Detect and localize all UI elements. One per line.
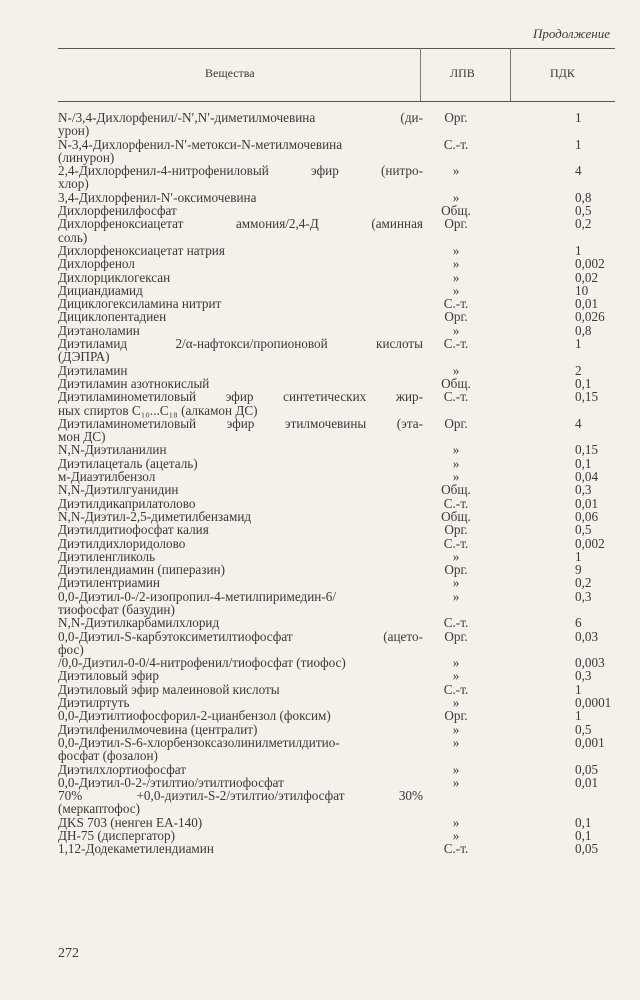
table-row [58, 443, 628, 456]
substance-name-line: Диэтилхлортиофосфат [58, 761, 187, 777]
pdk-cell: 1 [575, 136, 582, 152]
lpv-cell: » [452, 548, 460, 564]
substance-name-line: (меркаптофос) [58, 801, 141, 817]
header-bottom-rule [58, 101, 615, 102]
substance-name [58, 537, 423, 550]
pdk-cell: 0,01 [575, 296, 599, 312]
pdk-cell: 0,05 [575, 761, 599, 777]
pdk-cell: 0,05 [575, 841, 599, 857]
pdk-cell: 0,002 [575, 256, 605, 272]
lpv-cell: » [452, 668, 460, 684]
substance-name-line: Диэтиламин азотнокислый [58, 375, 210, 391]
substance-name [58, 590, 423, 617]
substance-name-line: Диэтиловый эфир [58, 668, 159, 684]
lpv-cell: С.-т. [443, 296, 469, 312]
column-divider [510, 48, 511, 101]
table-row [58, 656, 628, 669]
pdk-cell: 0,1 [575, 814, 592, 830]
substance-name [58, 470, 423, 483]
substance-name-line: 0,0-Диэтил-0-/2-изопропил-4-метилпиримедин-6/ [58, 588, 336, 604]
table-row [58, 324, 628, 337]
pdk-cell: 0,002 [575, 535, 605, 551]
pdk-cell: 0,03 [575, 628, 599, 644]
pdk-cell: 1 [575, 548, 582, 564]
table-row [58, 111, 628, 138]
substance-name-line: Диэтиламинометиловый эфир этилмочевины (эта- [58, 415, 423, 431]
substance-name-line: Дихлорфеноксиацетат аммония/2,4-Д (аминная [58, 216, 423, 232]
pdk-cell: 0,04 [575, 469, 599, 485]
table-row [58, 244, 628, 257]
pdk-cell: 0,0001 [575, 695, 612, 711]
substance-name-line: Дихлорфенол [58, 256, 135, 272]
substance-name-line: соль) [58, 229, 88, 245]
substance-name [58, 284, 423, 297]
lpv-cell: » [452, 455, 460, 471]
substance-name [58, 723, 423, 736]
substance-name-line: мон ДС) [58, 429, 106, 445]
substance-name [58, 829, 423, 842]
pdk-cell: 0,5 [575, 522, 592, 538]
substance-name [58, 736, 423, 763]
lpv-cell: » [452, 814, 460, 830]
substance-name-line: Диэтилентриамин [58, 575, 160, 591]
substance-name-line: N,N-Диэтилкарбамилхлорид [58, 615, 220, 631]
lpv-cell: Орг. [444, 110, 468, 125]
substance-name [58, 497, 423, 510]
lpv-cell: Орг. [444, 628, 468, 644]
table-row [58, 616, 628, 629]
substance-name-line: Диэтилацеталь (ацеталь) [58, 455, 198, 471]
substance-name [58, 244, 423, 257]
pdk-cell: 0,15 [575, 442, 599, 458]
substance-name [58, 816, 423, 829]
pdk-cell: 0,001 [575, 734, 605, 750]
pdk-cell: 0,026 [575, 309, 605, 325]
table-row [58, 683, 628, 696]
substance-name-line: 70% +0,0-диэтил-S-2/этилтио/этилфосфат 30% [58, 788, 423, 804]
pdk-cell: 0,3 [575, 482, 592, 498]
lpv-cell: Орг. [444, 309, 468, 325]
substance-name [58, 271, 423, 284]
lpv-cell: » [452, 269, 460, 285]
table-row [58, 310, 628, 323]
substance-name [58, 656, 423, 669]
lpv-cell: Орг. [444, 522, 468, 538]
pdk-cell: 0,1 [575, 828, 592, 844]
table-row [58, 723, 628, 736]
table-row [58, 563, 628, 576]
table-row [58, 204, 628, 217]
pdk-cell: 10 [575, 282, 589, 298]
substance-name-line: ДKS 703 (ненген EA-140) [58, 814, 203, 830]
substance-name-line: Диэтиламин [58, 362, 128, 378]
substance-name-line: хлор) [58, 176, 89, 192]
substance-name [58, 842, 423, 855]
table-row [58, 257, 628, 270]
lpv-cell: Общ. [441, 375, 471, 391]
lpv-cell: » [452, 774, 460, 790]
table-row [58, 537, 628, 550]
substance-name [58, 510, 423, 523]
substance-name [58, 523, 423, 536]
pdk-cell: 1 [575, 708, 582, 724]
substance-name [58, 457, 423, 470]
table-row [58, 576, 628, 589]
table-row [58, 497, 628, 510]
substance-name-line: (ДЭПРА) [58, 349, 110, 365]
substance-name-line: тиофосфат (базудин) [58, 601, 175, 617]
substance-name-line: Диэтилдитиофосфат калия [58, 522, 209, 538]
lpv-cell: Орг. [444, 415, 468, 431]
pdk-cell: 0,3 [575, 668, 592, 684]
substance-name-line: Дициклогексиламина нитрит [58, 296, 222, 312]
substance-name-line: Диэтаноламин [58, 322, 140, 338]
table-row [58, 829, 628, 842]
lpv-cell: » [452, 163, 460, 179]
substance-name [58, 550, 423, 563]
substance-name-line: Дихлорциклогексан [58, 269, 171, 285]
substance-name [58, 616, 423, 629]
pdk-cell: 1 [575, 336, 582, 352]
substance-name [58, 138, 423, 165]
substance-name-line: N-/3,4-Дихлорфенил/-N′,N′-диметилмочевина (ди- [58, 110, 423, 125]
substance-name-line: Диэтилртуть [58, 695, 130, 711]
lpv-cell: Общ. [441, 508, 471, 524]
pdk-cell: 4 [575, 163, 582, 179]
substance-name-line: Диэтиламид 2/α-нафтокси/пропионовой кислоты [58, 336, 423, 352]
table-row [58, 390, 628, 417]
pdk-cell: 0,5 [575, 203, 592, 219]
lpv-cell: » [452, 761, 460, 777]
lpv-cell: » [452, 282, 460, 298]
lpv-cell: С.-т. [443, 495, 469, 511]
substance-name-line: /0,0-Диэтил-0-0/4-нитрофенил/тиофосфат (тиофос) [58, 655, 346, 671]
pdk-cell: 0,1 [575, 375, 592, 391]
table-row [58, 523, 628, 536]
pdk-cell: 0,1 [575, 455, 592, 471]
lpv-cell: » [452, 469, 460, 485]
substance-name-line: Диэтиловый эфир малеиновой кислоты [58, 681, 280, 697]
substance-name [58, 324, 423, 337]
lpv-cell: » [452, 695, 460, 711]
table-row [58, 297, 628, 310]
column-divider [420, 48, 421, 101]
header-substance: Вещества [205, 66, 255, 80]
substance-name-line: 0,0-Диэтилтиофосфорил-2-цианбензол (фоксим) [58, 708, 331, 724]
substance-name-line: Дициандиамид [58, 282, 143, 298]
table-row [58, 457, 628, 470]
table-row [58, 763, 628, 776]
pdk-cell: 0,8 [575, 189, 592, 205]
lpv-cell: » [452, 442, 460, 458]
lpv-cell: С.-т. [443, 336, 469, 352]
substance-name [58, 257, 423, 270]
pdk-cell: 0,2 [575, 216, 592, 232]
pdk-cell: 0,01 [575, 495, 599, 511]
substance-name [58, 364, 423, 377]
substance-name-line: фосфат (фозалон) [58, 748, 158, 764]
page-number: 272 [58, 946, 79, 961]
substance-name [58, 164, 423, 191]
table-row [58, 417, 628, 444]
pdk-cell: 0,8 [575, 322, 592, 338]
lpv-cell: Орг. [444, 562, 468, 578]
substance-name [58, 776, 423, 816]
table-row [58, 483, 628, 496]
substance-name-line: N-3,4-Дихлорфенил-N′-метокси-N-метилмочевина [58, 136, 343, 152]
pdk-cell: 0,01 [575, 774, 599, 790]
lpv-cell: С.-т. [443, 681, 469, 697]
substance-name [58, 563, 423, 576]
table-row [58, 470, 628, 483]
substance-name-line: N,N-Диэтил-2,5-диметилбензамид [58, 508, 252, 524]
substance-name [58, 297, 423, 310]
substance-name-line: 3,4-Дихлорфенил-N′-оксимочевина [58, 189, 257, 205]
substance-name [58, 763, 423, 776]
table-row [58, 164, 628, 191]
substance-name [58, 696, 423, 709]
pdk-cell: 1 [575, 110, 582, 125]
substance-name [58, 683, 423, 696]
substance-name-line: 1,12-Додекаметилендиамин [58, 841, 214, 857]
lpv-cell: С.-т. [443, 389, 469, 405]
lpv-cell: С.-т. [443, 841, 469, 857]
lpv-cell: Орг. [444, 708, 468, 724]
substance-name-line: урон) [58, 123, 90, 139]
lpv-cell: » [452, 189, 460, 205]
lpv-cell: С.-т. [443, 535, 469, 551]
substance-name-line: 0,0-Диэтил-0-2-/этилтио/этилтиофосфат [58, 774, 284, 790]
lpv-cell: » [452, 828, 460, 844]
lpv-cell: » [452, 256, 460, 272]
substance-name-line: Дихлорфенилфосфат [58, 203, 177, 219]
pdk-cell: 0,02 [575, 269, 599, 285]
lpv-cell: С.-т. [443, 136, 469, 152]
substance-name [58, 669, 423, 682]
table-row [58, 550, 628, 563]
pdk-cell: 0,06 [575, 508, 599, 524]
pdk-cell: 0,3 [575, 588, 592, 604]
table-row [58, 510, 628, 523]
substance-name [58, 191, 423, 204]
lpv-cell: Орг. [444, 216, 468, 232]
lpv-cell: » [452, 721, 460, 737]
substance-name-line: Дициклопентадиен [58, 309, 167, 325]
table-row [58, 709, 628, 722]
substance-name-line: Диэтилдикаприлатолово [58, 495, 196, 511]
table-row [58, 590, 628, 617]
continuation-label: Продолжение [532, 26, 610, 41]
table-row [58, 191, 628, 204]
substance-name [58, 443, 423, 456]
substance-name [58, 217, 423, 244]
substance-name [58, 111, 423, 138]
table-row [58, 736, 628, 763]
table-row [58, 669, 628, 682]
lpv-cell: » [452, 242, 460, 258]
lpv-cell: » [452, 575, 460, 591]
pdk-cell: 4 [575, 415, 582, 431]
table-row [58, 364, 628, 377]
substance-name [58, 377, 423, 390]
pdk-cell: 0,15 [575, 389, 599, 405]
substance-name-line: 0,0-Диэтил-S-6-хлорбензоксазолинилметилдитио- [58, 734, 340, 750]
table-row [58, 337, 628, 364]
substance-name-line: (линурон) [58, 149, 115, 165]
pdk-cell: 0,003 [575, 655, 605, 671]
lpv-cell: » [452, 588, 460, 604]
lpv-cell: Общ. [441, 203, 471, 219]
substance-name-line: Диэтиламинометиловый эфир синтетических жир- [58, 389, 423, 405]
lpv-cell: Общ. [441, 482, 471, 498]
substance-name [58, 709, 423, 722]
substance-name [58, 576, 423, 589]
table-row [58, 816, 628, 829]
table-row [58, 284, 628, 297]
substance-name-line: фос) [58, 641, 84, 657]
table-top-rule [58, 48, 615, 49]
pdk-cell: 2 [575, 362, 582, 378]
lpv-cell: » [452, 655, 460, 671]
pdk-cell: 9 [575, 562, 582, 578]
table-row [58, 138, 628, 165]
substance-name-line: Диэтилфенилмочевина (централит) [58, 721, 258, 737]
header-lpv: ЛПВ [450, 66, 475, 80]
substance-name-line: Диэтилендиамин (пиперазин) [58, 562, 225, 578]
substance-name [58, 310, 423, 323]
substance-name-line: ДН-75 (диспергатор) [58, 828, 175, 844]
lpv-cell: С.-т. [443, 615, 469, 631]
table-row [58, 842, 628, 855]
substance-name-line: N,N-Диэтилгуанидин [58, 482, 179, 498]
substance-name [58, 630, 423, 657]
substance-name [58, 417, 423, 444]
substance-name [58, 204, 423, 217]
substance-name-line: м-Диаэтилбензол [58, 469, 156, 485]
substance-name [58, 483, 423, 496]
substance-name [58, 390, 423, 417]
table-row [58, 217, 628, 244]
table-row [58, 776, 628, 816]
table-row [58, 377, 628, 390]
pdk-cell: 0,5 [575, 721, 592, 737]
pdk-cell: 1 [575, 681, 582, 697]
table-row [58, 696, 628, 709]
substance-table [58, 111, 628, 856]
pdk-cell: 1 [575, 242, 582, 258]
substance-name-line: Диэтиленгликоль [58, 548, 156, 564]
lpv-cell: » [452, 362, 460, 378]
header-pdk: ПДК [550, 66, 575, 80]
substance-name [58, 337, 423, 364]
table-row [58, 271, 628, 284]
substance-name-line: Дихлорфеноксиацетат натрия [58, 242, 225, 258]
lpv-cell: » [452, 734, 460, 750]
substance-name-line: Диэтилдихлоридолово [58, 535, 186, 551]
lpv-cell: » [452, 322, 460, 338]
pdk-cell: 6 [575, 615, 582, 631]
pdk-cell: 0,2 [575, 575, 592, 591]
substance-name-line: 2,4-Дихлорфенил-4-нитрофениловый эфир (нитро- [58, 163, 423, 179]
substance-name-line: 0,0-Диэтил-S-карбэтоксиметилтиофосфат (ацето- [58, 628, 423, 644]
table-row [58, 630, 628, 657]
substance-name-line: N,N-Диэтиланилин [58, 442, 167, 458]
substance-name-line: ных спиртов C₁₀...C₁₈ (алкамон ДС) [58, 402, 258, 418]
